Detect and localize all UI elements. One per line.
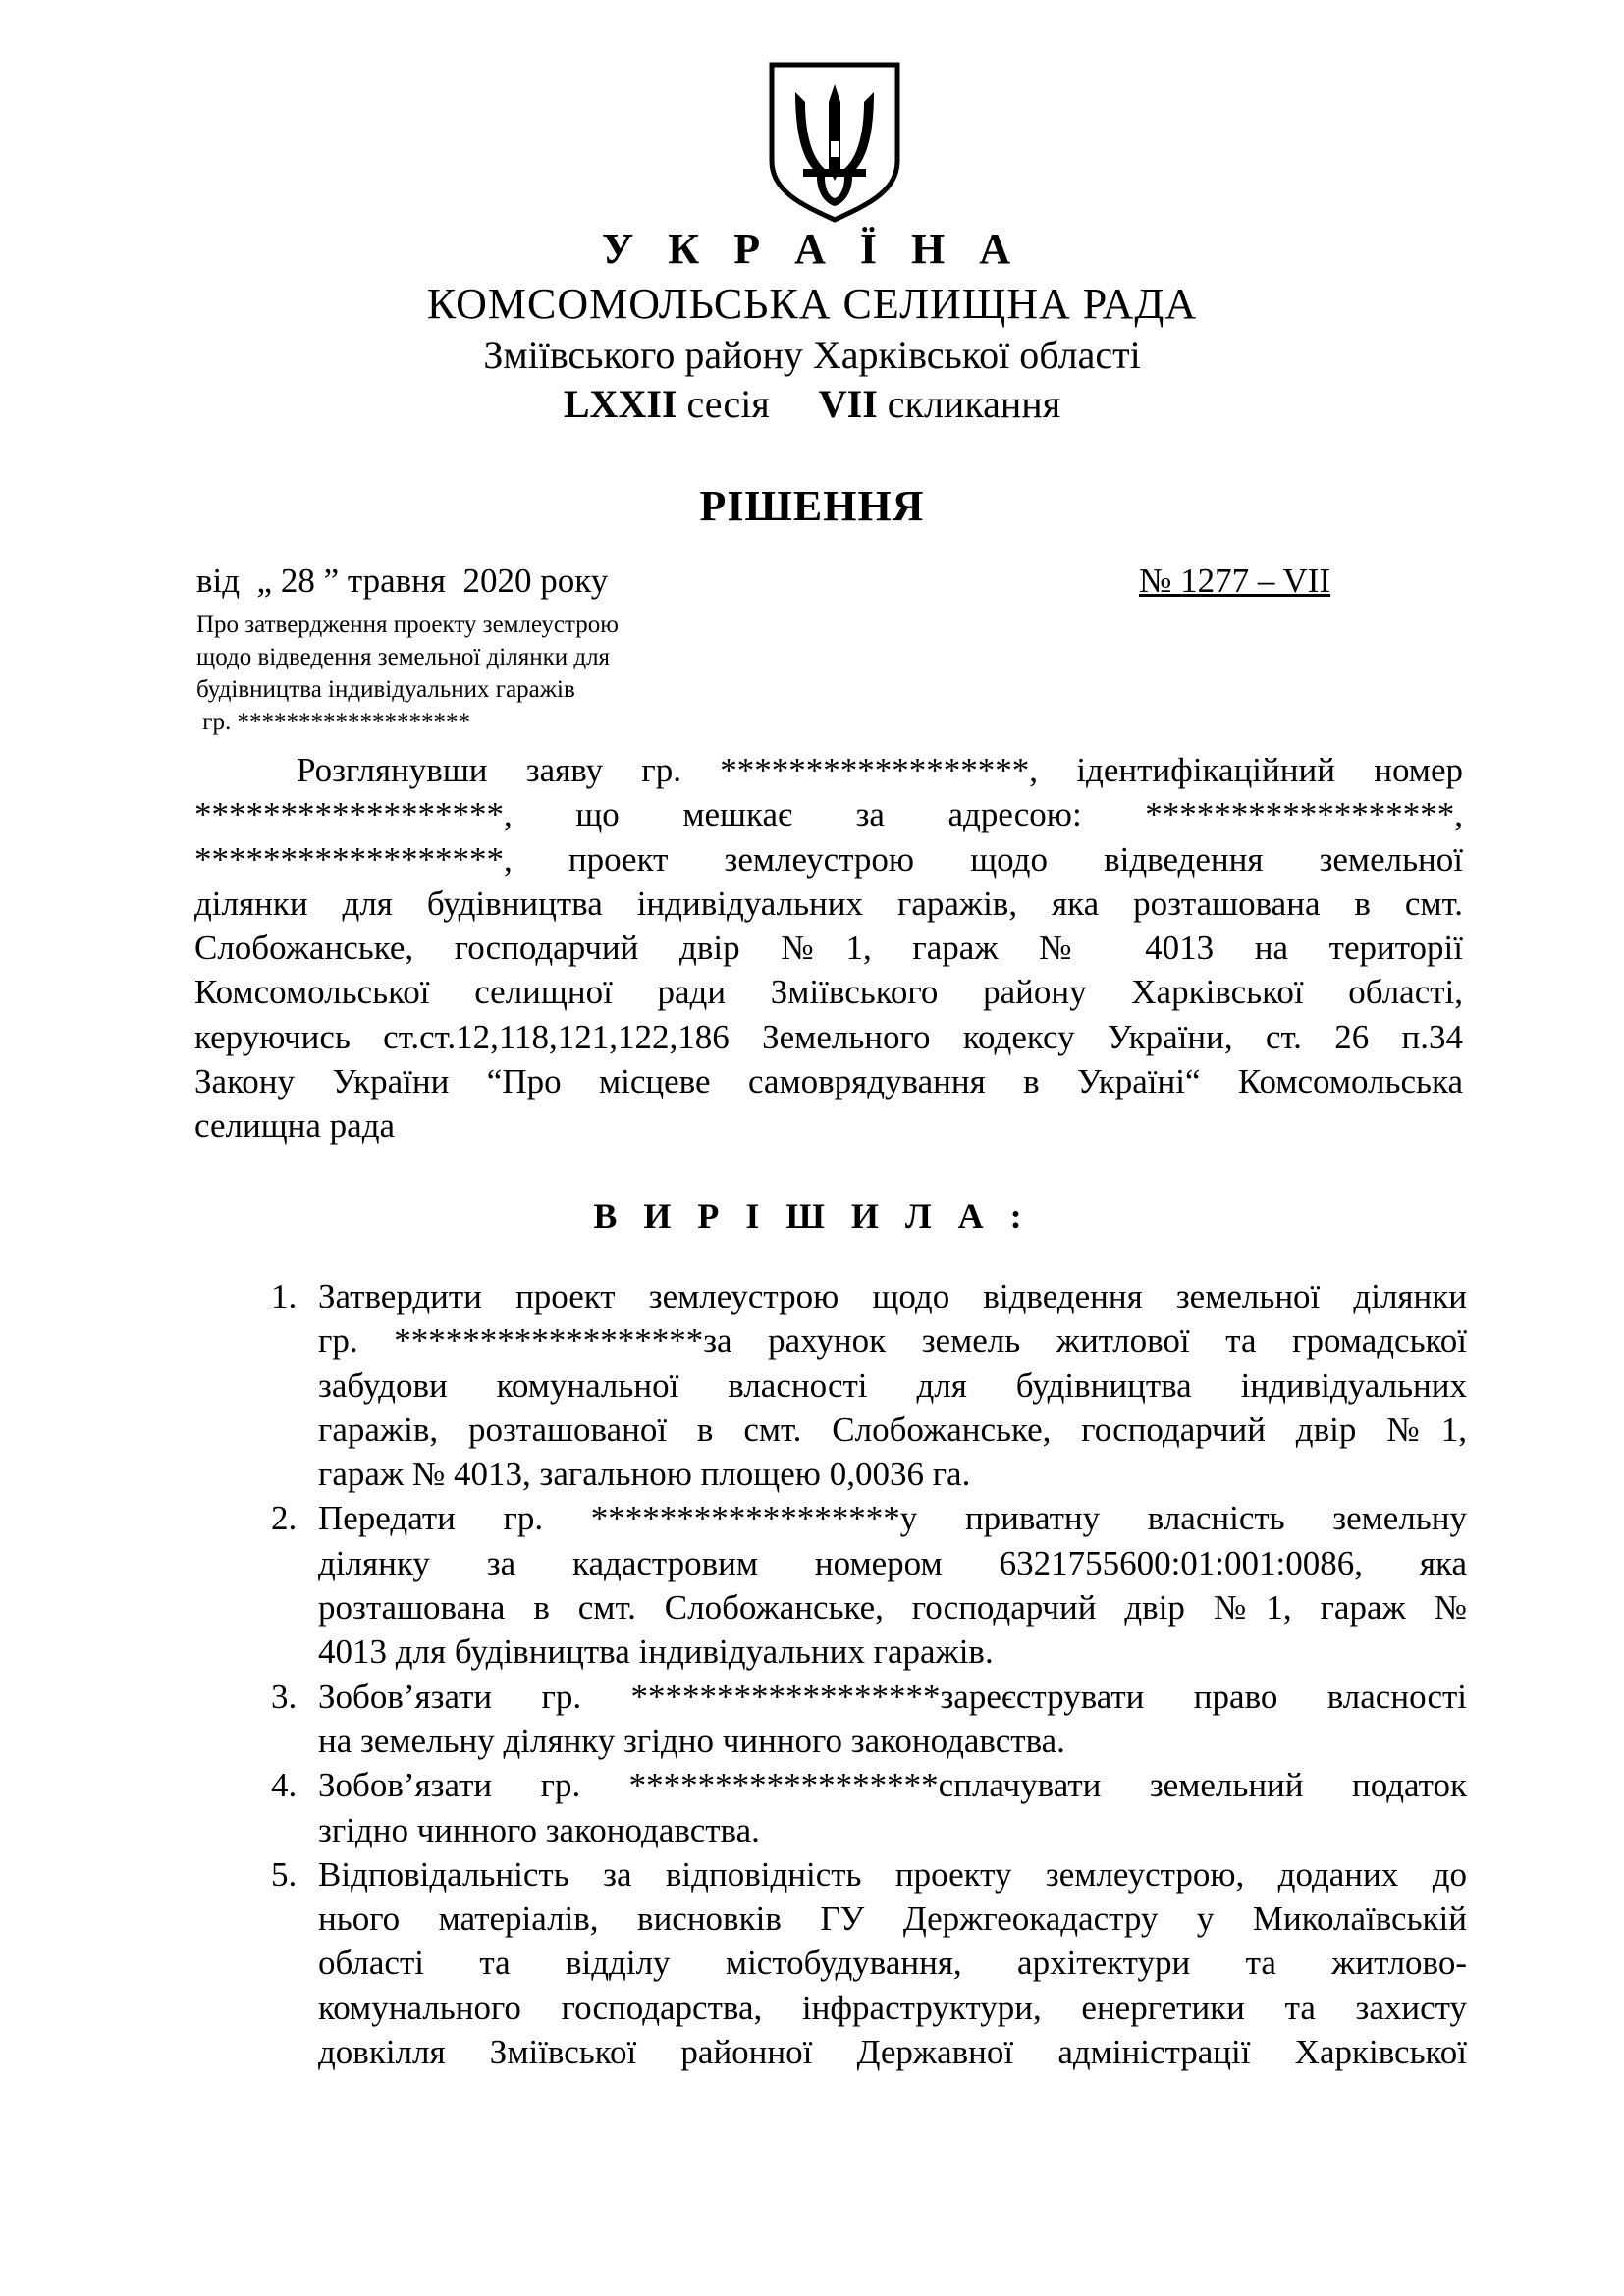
decision-subject bbox=[196, 609, 619, 738]
item-line: ділянку за кадастровим номером 6321755600:01:001:0086, яка bbox=[318, 1543, 1467, 1582]
subject-line: щодо відведення земельної ділянки для bbox=[196, 644, 611, 670]
decided-heading: В И Р І Ш И Л А : bbox=[593, 1197, 1031, 1236]
item-line: нього матеріалів, висновків ГУ Держгеокадастру у Миколаївській bbox=[318, 1899, 1467, 1939]
preamble-line: ******************, проект землеустрою щодо відведення земельної bbox=[194, 839, 1463, 879]
item-line: Зобов’язати гр. ******************сплачувати земельний податок bbox=[318, 1766, 1467, 1805]
session-number: LXXII bbox=[563, 382, 677, 426]
decision-item bbox=[259, 1763, 1467, 1852]
item-number: 3. bbox=[271, 1677, 298, 1716]
preamble-line: Слобожанське, господарчий двір №1, гараж № 4013 на території bbox=[194, 929, 1463, 968]
preamble-line: ******************, що мешкає за адресою: ******************, bbox=[194, 795, 1463, 834]
item-line: згідно чинного законодавства. bbox=[318, 1810, 760, 1849]
item-line: гаражів, розташованої в смт. Слобожанське, господарчий двір №1, bbox=[318, 1410, 1467, 1449]
decision-item bbox=[259, 1675, 1467, 1764]
decision-item bbox=[259, 1274, 1467, 1496]
convocation-number: VII bbox=[818, 382, 878, 426]
item-line: комунального господарства, інфраструктури, енергетики та захисту bbox=[318, 1988, 1467, 2027]
item-line: Відповідальність за відповідність проекту землеустрою, доданих до bbox=[318, 1854, 1467, 1894]
item-line: гр. ******************за рахунок земель житлової та громадської bbox=[318, 1321, 1467, 1361]
subject-line: Про затвердження проекту землеустрою bbox=[196, 612, 619, 638]
decision-items-list bbox=[259, 1274, 1467, 2074]
subject-line: будівництва індивідуальних гаражів bbox=[196, 676, 575, 703]
preamble-line: керуючись ст.ст.12,118,121,122,186 Земельного кодексу України, ст. 26 п.34 bbox=[194, 1017, 1463, 1056]
item-line: розташована в смт. Слобожанське, господарчий двір №1, гараж № bbox=[318, 1588, 1467, 1628]
item-number: 2. bbox=[271, 1499, 298, 1538]
decision-date: від „ 28 ” травня 2020 року bbox=[196, 561, 609, 600]
preamble-line: Розглянувши заяву гр. ******************, ідентифікаційний номер bbox=[297, 751, 1463, 789]
document-title: РІШЕННЯ bbox=[699, 482, 925, 530]
decision-number: № 1277 – VII bbox=[1139, 561, 1331, 600]
item-line: Затвердити проект землеустрою щодо відведення земельної ділянки bbox=[318, 1277, 1467, 1315]
preamble-paragraph bbox=[194, 748, 1463, 1148]
convocation-word: скликання bbox=[887, 382, 1061, 426]
item-number: 4. bbox=[271, 1766, 298, 1805]
item-line: області та відділу містобудування, архітектури та житлово- bbox=[318, 1944, 1467, 1983]
item-number: 5. bbox=[271, 1854, 298, 1894]
item-line: Зобов’язати гр. ******************зареєструвати право власності bbox=[318, 1677, 1467, 1716]
decision-item bbox=[259, 1496, 1467, 1674]
item-line: довкілля Зміївської районної Державної адміністрації Харківської bbox=[318, 2033, 1467, 2072]
council-name: КОМСОМОЛЬСЬКА СЕЛИЩНА РАДА bbox=[426, 280, 1198, 328]
item-line: Передати гр. ******************у приватну власність земельну bbox=[318, 1499, 1467, 1538]
item-number: 1. bbox=[271, 1277, 298, 1315]
preamble-line: селищна рада bbox=[194, 1106, 396, 1146]
item-line: 4013 для будівництва індивідуальних гаражів. bbox=[318, 1632, 994, 1672]
preamble-line: Закону України “Про місцеве самоврядування в Україні“ Комсомольська bbox=[194, 1062, 1463, 1101]
item-line: на земельну ділянку згідно чинного законодавства. bbox=[318, 1721, 1065, 1760]
subject-line: гр. ******************* bbox=[196, 709, 471, 735]
decision-item bbox=[259, 1852, 1467, 2074]
coat-of-arms-emblem bbox=[766, 59, 903, 226]
district-region: Зміївського району Харківської області bbox=[483, 333, 1141, 377]
preamble-line: Комсомольської селищної ради Зміївського району Харківської області, bbox=[194, 973, 1463, 1012]
item-line: забудови комунальної власності для будівництва індивідуальних bbox=[318, 1365, 1467, 1405]
session-word: сесія bbox=[686, 382, 770, 426]
item-line: гараж № 4013, загальною площею 0,0036 га. bbox=[318, 1455, 971, 1494]
preamble-line: ділянки для будівництва індивідуальних гаражів, яка розташована в смт. bbox=[194, 883, 1463, 923]
session-line bbox=[0, 381, 1624, 427]
country-name: У К Р А Ї Н А bbox=[602, 225, 1022, 273]
